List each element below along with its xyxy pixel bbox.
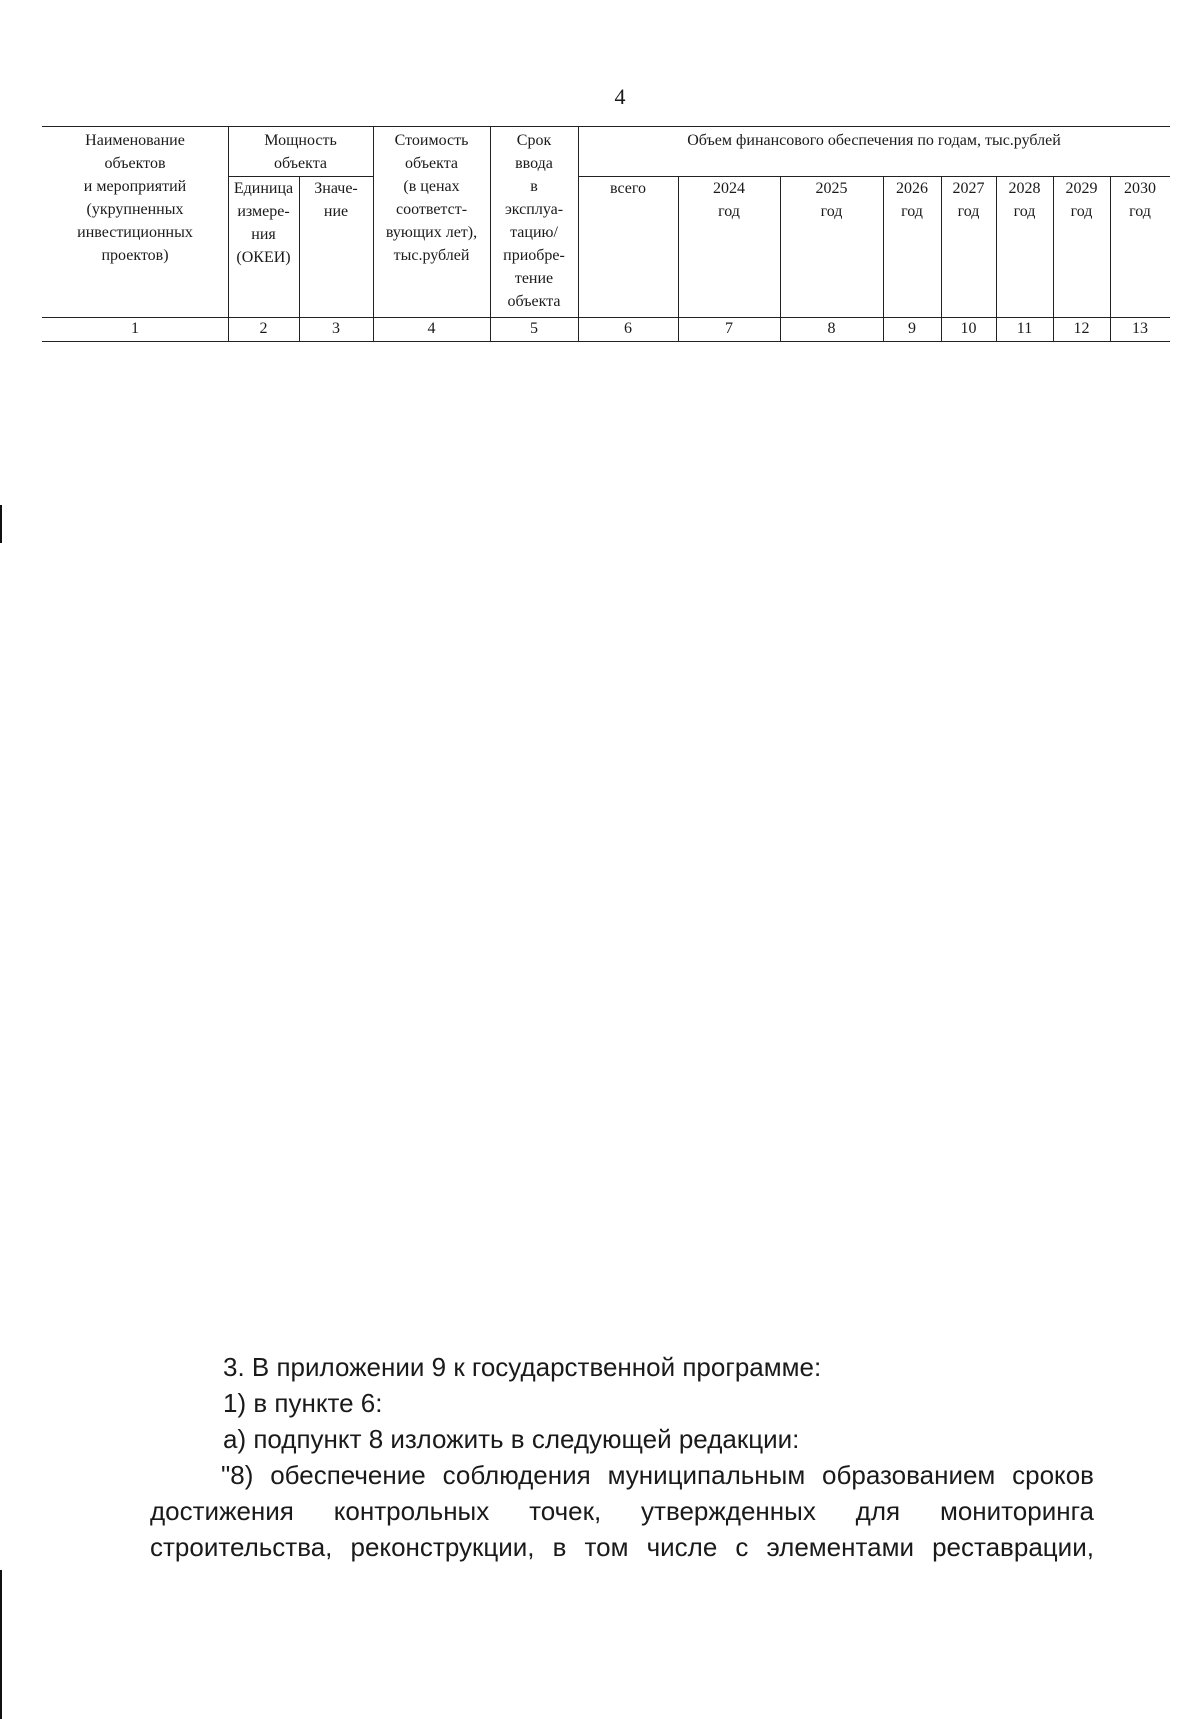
header-term-column: эксплуа- [504, 201, 564, 218]
column-number: 6 [624, 320, 632, 337]
paragraph-line: а) подпункт 8 изложить в следующей редакции: [223, 1424, 800, 1454]
header-term-column: Срок [516, 132, 552, 149]
text-word: соблюдения [442, 1460, 591, 1490]
text-word: строительства, [150, 1532, 333, 1562]
header-cost-column: тыс.рублей [393, 247, 470, 264]
text-word: для [855, 1496, 901, 1526]
header-cost-column: вующих лет), [385, 224, 478, 241]
header-unit-column: Единица [233, 180, 294, 197]
scan-edge-mark [0, 505, 2, 543]
text-word: мониторинга [939, 1496, 1094, 1526]
header-term-column: объекта [507, 293, 561, 310]
text-word: утвержденных [641, 1496, 816, 1526]
column-number: 2 [259, 320, 268, 337]
text-word: реконструкции, [350, 1532, 535, 1562]
column-number: 11 [1016, 320, 1033, 337]
column-number: 10 [960, 320, 977, 337]
header-value-column: Значе- [314, 180, 358, 197]
paragraph-line: 1) в пункте 6: [223, 1388, 383, 1418]
paragraph-justified-line [221, 1458, 1094, 1493]
header-total-column: всего [609, 180, 647, 197]
header-cost-column: (в ценах [403, 178, 460, 195]
text-word: сроков [1012, 1460, 1094, 1490]
text-word: достижения [150, 1496, 294, 1526]
page-number: 4 [614, 84, 626, 109]
header-term-column: ввода [515, 155, 553, 172]
text-word: элементами [766, 1532, 914, 1562]
header-cost-column: объекта [405, 155, 458, 172]
header-name-column: (укрупненных [86, 201, 184, 218]
text-word: обеспечение [270, 1460, 426, 1490]
header-unit-column: измере- [237, 203, 290, 220]
header-year-column: 2026 [896, 180, 928, 197]
header-unit-column: (ОКЕИ) [236, 249, 291, 266]
column-number-rule [42, 341, 1170, 342]
header-top-rule [42, 126, 1170, 127]
header-year-column: 2030 [1124, 180, 1156, 197]
text-word: том [584, 1532, 629, 1562]
header-term-column: приобре- [503, 247, 565, 264]
header-year-column: год [1070, 203, 1093, 220]
header-finance-group: Объем финансового обеспечения по годам, тыс.рублей [687, 132, 1061, 149]
column-divider [578, 126, 579, 341]
column-number: 4 [427, 320, 436, 337]
column-number: 12 [1073, 320, 1090, 337]
header-name-column: Наименование [85, 132, 185, 149]
header-year-column: 2029 [1065, 180, 1098, 197]
header-year-column: год [1013, 203, 1036, 220]
header-year-column: 2027 [952, 180, 985, 197]
header-cost-column: соответст- [395, 201, 468, 218]
header-name-column: и мероприятий [83, 178, 187, 195]
header-year-column: 2028 [1008, 180, 1041, 197]
header-capacity-group: объекта [274, 155, 327, 172]
column-number: 1 [131, 320, 139, 337]
header-year-column: 2024 [713, 180, 745, 197]
header-year-column: год [820, 203, 843, 220]
column-number: 8 [827, 320, 836, 337]
header-year-column: год [718, 203, 740, 220]
header-unit-column: ния [251, 226, 276, 243]
column-number: 3 [332, 320, 340, 337]
scan-edge-mark [0, 1570, 2, 1719]
column-number: 7 [725, 320, 733, 337]
text-word: реставрации, [932, 1532, 1094, 1562]
header-term-column: тацию/ [510, 224, 558, 241]
header-year-column: год [901, 203, 923, 220]
header-year-column: 2025 [815, 180, 848, 197]
header-term-column: в [530, 178, 538, 195]
paragraph-line: 3. В приложении 9 к государственной программе: [223, 1352, 822, 1382]
column-number: 13 [1132, 320, 1148, 337]
text-word: точек, [529, 1496, 602, 1526]
header-bottom-rule [42, 317, 1170, 318]
header-capacity-group: Мощность [264, 132, 337, 149]
header-year-column: год [957, 203, 980, 220]
column-number: 5 [530, 320, 538, 337]
header-name-column: инвестиционных [77, 224, 193, 241]
text-word: числе [646, 1532, 718, 1562]
header-cost-column: Стоимость [394, 132, 469, 149]
text-word: муниципальным [607, 1460, 806, 1490]
text-word: "8) [221, 1460, 254, 1490]
paragraph-justified-line [150, 1494, 1094, 1529]
header-term-column: тение [514, 270, 554, 287]
column-number: 9 [908, 320, 916, 337]
header-year-column: год [1129, 203, 1151, 220]
text-word: с [735, 1532, 749, 1562]
paragraph-justified-line [150, 1530, 1094, 1565]
text-word: образованием [822, 1460, 996, 1490]
header-name-column: объектов [104, 155, 166, 172]
text-word: контрольных [333, 1496, 490, 1526]
header-name-column: проектов) [101, 247, 169, 264]
text-word: в [552, 1532, 567, 1562]
header-value-column: ние [323, 203, 349, 220]
